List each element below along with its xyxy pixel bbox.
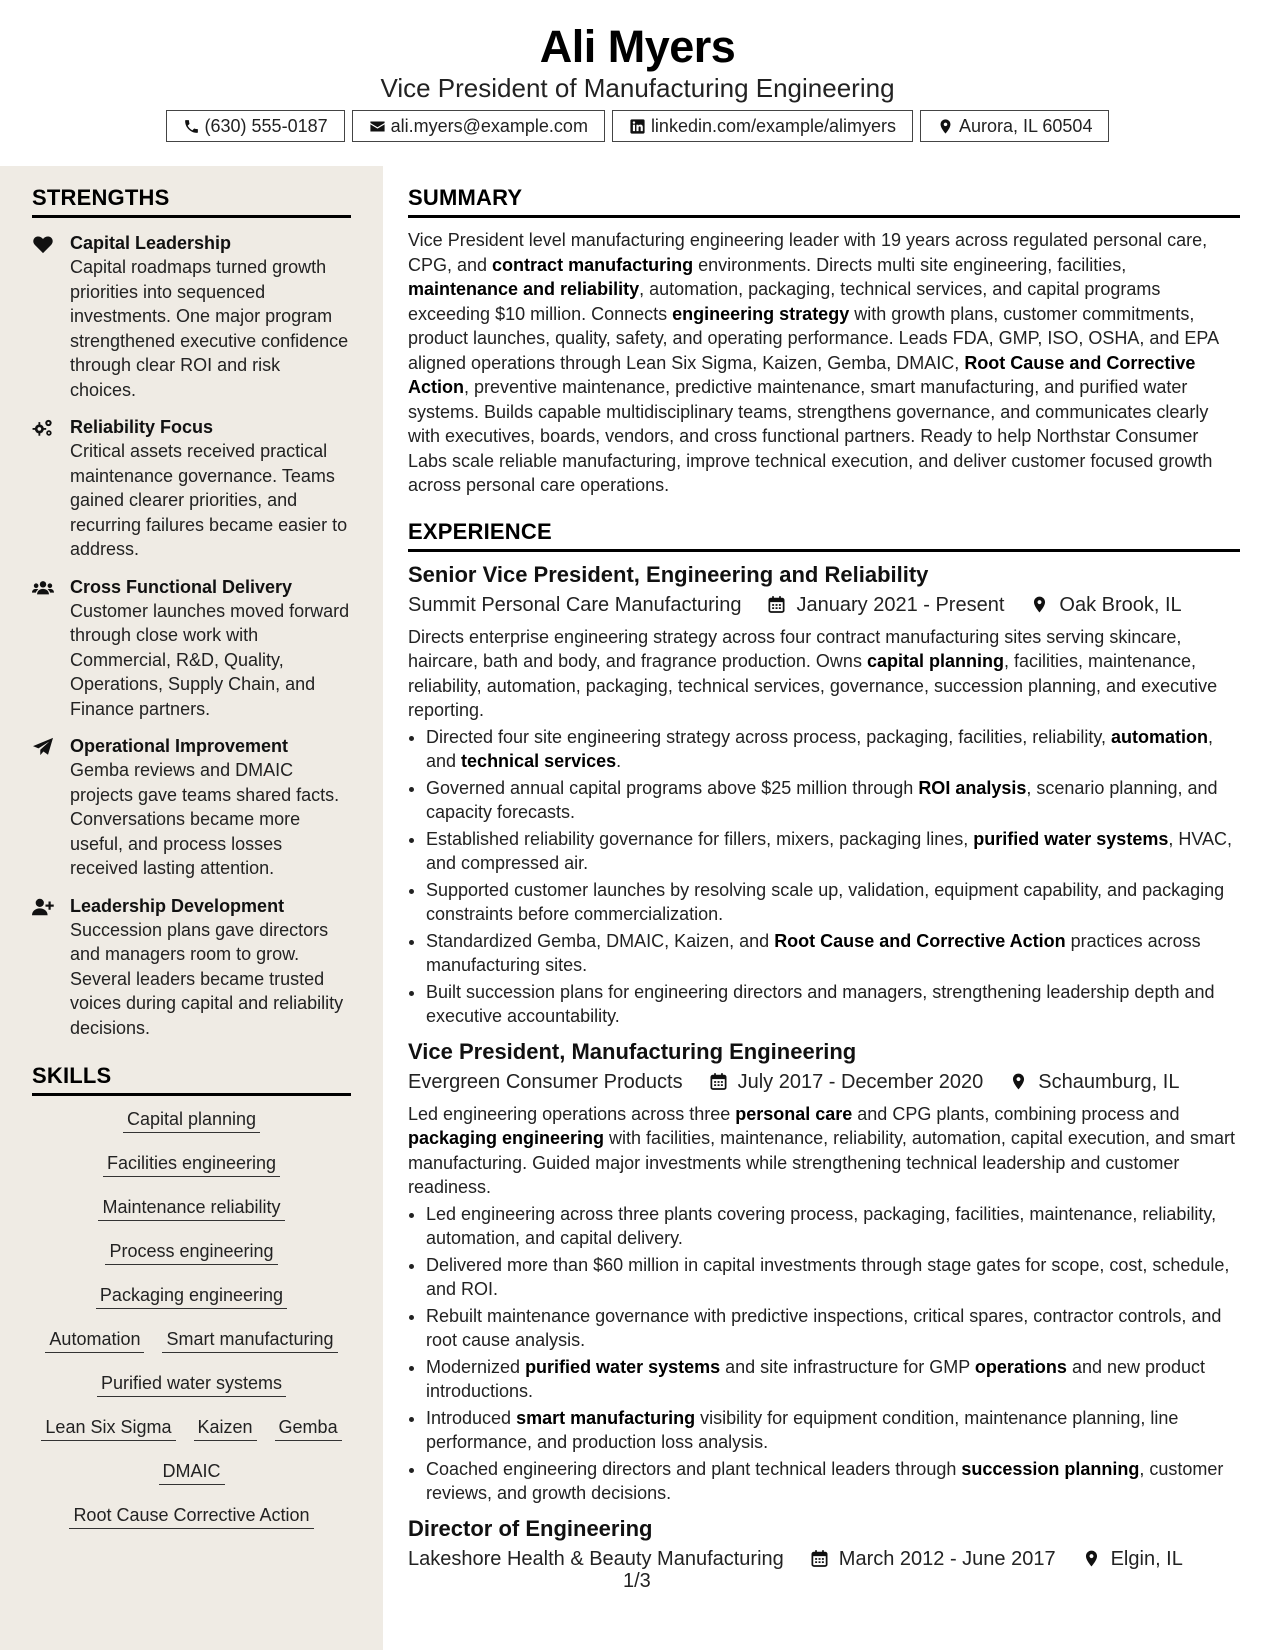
skill-tag: Process engineering (105, 1240, 277, 1265)
strength-item (32, 894, 351, 1041)
strength-desc: Customer launches moved forward through close work with Commercial, R&D, Quality, Operations, Supply Chain, and Finance partners. (70, 600, 350, 719)
job-title: Director of Engineering (408, 1515, 653, 1541)
strength-title: Operational Improvement (70, 736, 289, 756)
candidate-title: Vice President of Manufacturing Engineering (380, 73, 895, 103)
users-icon (32, 578, 54, 598)
skill-tag: Smart manufacturing (162, 1328, 337, 1353)
bullet-item: • Governed annual capital programs above $25 million through ROI analysis, scenario planning, and capacity forecasts. (426, 776, 1240, 825)
job-entry (408, 1514, 1240, 1573)
job-entry (408, 1037, 1240, 1506)
job-company: Evergreen Consumer Products (408, 1070, 683, 1093)
envelope-icon (369, 118, 386, 135)
linkedin-text: linkedin.com/example/alimyers (650, 115, 897, 136)
linkedin-icon (629, 118, 646, 135)
job-meta (408, 1545, 1240, 1573)
calendar-icon (810, 1549, 829, 1568)
heart-icon (32, 234, 54, 254)
job-description: Led engineering operations across three personal care and CPG plants, combining process and packaging engineering with facilities, maintenance, reliability, automation, capital execution, and smart manufacturing. Guided major investments while strengthening technical leadership and customer readiness. (408, 1103, 1236, 1197)
main-content (408, 166, 1240, 1573)
job-company: Lakeshore Health & Beauty Manufacturing (408, 1547, 784, 1570)
contact-bar (0, 110, 1275, 142)
contact-linkedin[interactable] (612, 110, 913, 142)
calendar-icon (709, 1072, 728, 1091)
contact-location[interactable] (920, 110, 1109, 142)
sidebar (0, 166, 383, 1650)
skill-tag: Capital planning (123, 1108, 260, 1133)
bullet-item: • Delivered more than $60 million in capital investments through stage gates for scope, cost, schedule, and ROI. (426, 1253, 1240, 1302)
job-dates: March 2012 - June 2017 (838, 1547, 1056, 1570)
email-text: ali.myers@example.com (390, 115, 588, 136)
calendar-icon (767, 595, 786, 614)
bullet-item: • Introduced smart manufacturing visibility for equipment condition, maintenance planning, line performance, and production loss analysis. (426, 1406, 1240, 1455)
map-pin-icon (1082, 1549, 1101, 1568)
candidate-name: Ali Myers (539, 21, 736, 72)
skill-tag: Gemba (275, 1416, 342, 1441)
summary-heading: SUMMARY (408, 184, 1240, 218)
job-title: Vice President, Manufacturing Engineering (408, 1038, 857, 1064)
bullet-item: • Rebuilt maintenance governance with predictive inspections, critical spares, contractor controls, and root cause analysis. (426, 1304, 1240, 1353)
job-entry (408, 560, 1240, 1029)
job-dates: January 2021 - Present (796, 593, 1005, 616)
phone-text: (630) 555-0187 (204, 115, 328, 136)
bullet-item: • Established reliability governance for fillers, mixers, packaging lines, purified water systems, HVAC, and compressed air. (426, 827, 1240, 876)
job-bullets (408, 725, 1240, 1029)
experience-heading: EXPERIENCE (408, 518, 1240, 552)
skill-tag: Root Cause Corrective Action (69, 1504, 313, 1529)
strength-item (32, 575, 351, 722)
gears-icon (32, 418, 54, 438)
map-pin-icon (1030, 595, 1049, 614)
strength-desc: Critical assets received practical maintenance governance. Teams gained clearer priorities, and recurring failures became easier to address. (70, 441, 348, 559)
strength-item (32, 231, 351, 402)
contact-phone[interactable] (166, 110, 345, 142)
summary-text: Vice President level manufacturing engineering leader with 19 years across regulated personal care, CPG, and contract manufacturing environments. Directs multi site engineering, facilities, maintenance and reliability, automation, packaging, technical services, and capital programs exceeding $10 million. Connects engineering strategy with growth plans, customer commitments, product launches, quality, safety, and operating performance. Leads FDA, GMP, ISO, OSHA, and EPA aligned operations through Lean Six Sigma, Kaizen, Gemba, DMAIC, Root Cause and Corrective Action, preventive maintenance, predictive maintenance, smart manufacturing, and purified water systems. Builds capable multidisciplinary teams, strengthens governance, and communicates clearly with executives, boards, vendors, and cross functional partners. Ready to help Northstar Consumer Labs scale reliable manufacturing, improve technical execution, and deliver customer focused growth across personal care operations. (408, 230, 1219, 495)
strength-title: Capital Leadership (70, 233, 232, 253)
skills-list (32, 1108, 351, 1529)
page-number: 1/3 (623, 1570, 651, 1592)
bullet-item: • Led engineering across three plants covering process, packaging, facilities, maintenance, reliability, automation, and capital delivery. (426, 1202, 1240, 1251)
bullet-item: • Coached engineering directors and plant technical leaders through succession planning, customer reviews, and growth decisions. (426, 1457, 1240, 1506)
strength-desc: Gemba reviews and DMAIC projects gave teams shared facts. Conversations became more useful, and process losses received lasting attention. (70, 760, 340, 878)
resume-header (0, 0, 1275, 144)
bullet-item: • Modernized purified water systems and site infrastructure for GMP operations and new product introductions. (426, 1355, 1240, 1404)
strengths-heading: STRENGTHS (32, 184, 351, 218)
job-description: Directs enterprise engineering strategy across four contract manufacturing sites serving skincare, haircare, bath and body, and fragrance production. Owns capital planning, facilities, maintenance, reliability, automation, packaging, technical services, governance, succession planning, and executive reporting. (408, 626, 1218, 720)
paper-plane-icon (32, 737, 54, 757)
strength-desc: Capital roadmaps turned growth priorities into sequenced investments. One major program strengthened executive confidence through clear ROI and risk choices. (70, 257, 349, 400)
strength-title: Reliability Focus (70, 417, 214, 437)
job-location: Oak Brook, IL (1059, 593, 1182, 616)
strength-desc: Succession plans gave directors and managers room to grow. Several leaders became trusted voices during capital and reliability decisions. (70, 919, 344, 1038)
job-meta (408, 591, 1240, 619)
job-meta (408, 1068, 1240, 1096)
location-text: Aurora, IL 60504 (959, 115, 1093, 136)
bullet-item: • Built succession plans for engineering directors and managers, strengthening leadership depth and executive accountability. (426, 980, 1240, 1029)
job-dates: July 2017 - December 2020 (737, 1070, 984, 1093)
skill-tag: Purified water systems (97, 1372, 286, 1397)
job-bullets (408, 1202, 1240, 1506)
skill-tag: Maintenance reliability (98, 1196, 284, 1221)
phone-icon (183, 118, 200, 135)
bullet-item: • Standardized Gemba, DMAIC, Kaizen, and Root Cause and Corrective Action practices across manufacturing sites. (426, 929, 1240, 978)
job-company: Summit Personal Care Manufacturing (408, 593, 742, 616)
contact-email[interactable] (352, 110, 605, 142)
map-pin-icon (1009, 1072, 1028, 1091)
skill-tag: Kaizen (194, 1416, 257, 1441)
bullet-item: • Supported customer launches by resolving scale up, validation, equipment capability, and packaging constraints before commercialization. (426, 878, 1240, 927)
strength-item (32, 415, 351, 562)
strength-title: Cross Functional Delivery (70, 576, 293, 597)
skill-tag: Facilities engineering (103, 1152, 280, 1177)
map-pin-icon (937, 118, 954, 135)
strength-item (32, 734, 351, 881)
skill-tag: DMAIC (159, 1460, 225, 1485)
skill-tag: Packaging engineering (96, 1284, 287, 1309)
job-location: Schaumburg, IL (1038, 1070, 1180, 1093)
job-title: Senior Vice President, Engineering and Reliability (408, 561, 929, 587)
user-plus-icon (32, 897, 54, 917)
strength-title: Leadership Development (70, 895, 285, 916)
skills-heading: SKILLS (32, 1062, 351, 1096)
job-location: Elgin, IL (1110, 1547, 1183, 1570)
skill-tag: Automation (45, 1328, 144, 1353)
skill-tag: Lean Six Sigma (41, 1416, 175, 1441)
bullet-item: • Directed four site engineering strategy across process, packaging, facilities, reliability, automation, and technical services. (426, 725, 1240, 774)
